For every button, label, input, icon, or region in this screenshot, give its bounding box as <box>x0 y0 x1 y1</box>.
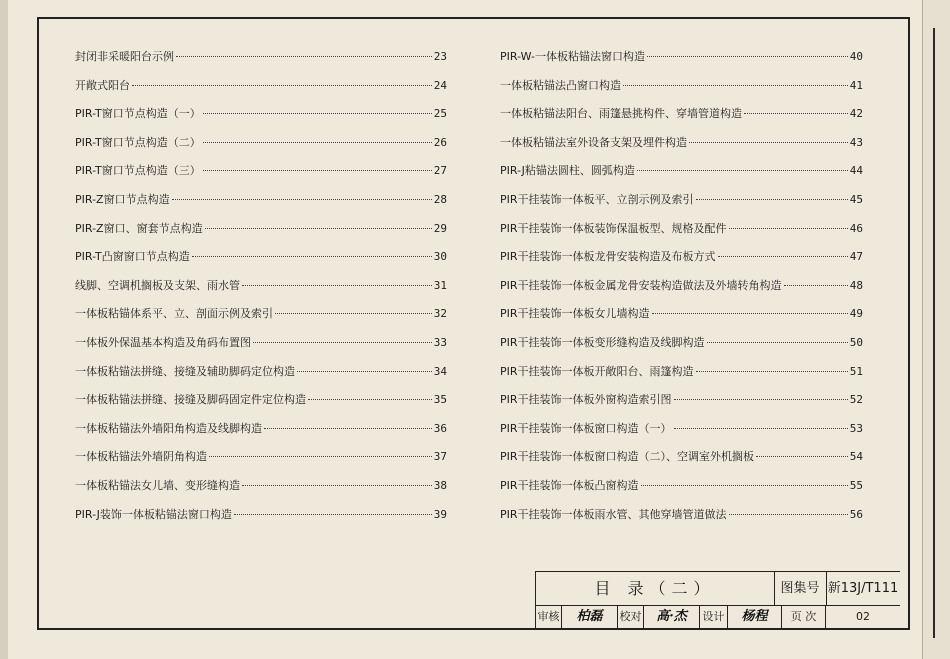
dot-leader <box>756 456 848 457</box>
toc-entry <box>500 506 863 535</box>
dot-leader <box>242 285 432 286</box>
toc-entry-page: 50 <box>849 335 863 349</box>
toc-entry-title: 一体板粘锚法拼缝、接缝及辅助脚码定位构造 <box>75 364 295 378</box>
dot-leader <box>176 56 432 57</box>
toc-entry-title: PIR-W-一体板粘锚法窗口构造 <box>500 50 645 63</box>
toc-entry <box>75 162 447 191</box>
toc-entry-title: PIR-T窗口节点构造（一） <box>75 107 201 121</box>
toc-entry <box>75 305 447 334</box>
dot-leader <box>784 285 848 286</box>
toc-entry-page: 25 <box>433 107 447 121</box>
toc-entry <box>75 391 447 420</box>
toc-entry-title: PIR干挂装饰一体板金属龙骨安装构造做法及外墙转角构造 <box>500 278 782 292</box>
toc-entry-page: 51 <box>849 364 863 378</box>
dot-leader <box>674 399 848 400</box>
toc-entry-page: 42 <box>849 107 863 121</box>
toc-entry <box>75 105 447 134</box>
dot-leader <box>308 399 432 400</box>
toc-entry-page: 35 <box>433 393 447 407</box>
dot-leader <box>253 342 432 343</box>
dot-leader <box>674 428 848 429</box>
toc-entry <box>500 105 863 134</box>
dot-leader <box>707 342 848 343</box>
toc-entry-page: 26 <box>433 135 447 149</box>
toc-entry <box>500 134 863 163</box>
toc-entry-page: 28 <box>433 192 447 206</box>
dot-leader <box>696 199 848 200</box>
toc-entry <box>500 448 863 477</box>
review-label: 审核 <box>536 605 562 628</box>
dot-leader <box>718 256 848 257</box>
toc-entry-title: 一体板粘锚体系平、立、剖面示例及索引 <box>75 307 273 321</box>
dot-leader <box>242 485 432 486</box>
toc-entry-page: 43 <box>849 135 863 149</box>
toc-entry-title: 线脚、空调机搁板及支架、雨水管 <box>75 278 240 292</box>
adjacent-page-edge <box>922 0 950 659</box>
toc-entry <box>75 77 447 106</box>
dot-leader <box>729 228 848 229</box>
toc-entry-page: 52 <box>849 393 863 407</box>
design-signature: 杨程 <box>728 605 782 628</box>
toc-entry <box>75 506 447 535</box>
toc-entry-title: PIR干挂装饰一体板外窗构造索引图 <box>500 393 672 407</box>
toc-entry <box>75 477 447 506</box>
toc-entry <box>75 220 447 249</box>
toc-entry-title: PIR干挂装饰一体板窗口构造（二）、空调室外机搁板 <box>500 450 755 464</box>
toc-entry-title: 一体板粘锚法女儿墙、变形缝构造 <box>75 478 240 492</box>
toc-entry <box>75 248 447 277</box>
dot-leader <box>297 371 432 372</box>
dot-leader <box>192 256 432 257</box>
toc-entry-page: 40 <box>849 50 863 63</box>
toc-entry-title: PIR-J装饰一体板粘锚法窗口构造 <box>75 507 232 521</box>
toc-entry <box>75 363 447 392</box>
toc-entry <box>500 477 863 506</box>
dot-leader <box>623 85 848 86</box>
dot-leader <box>203 170 432 171</box>
toc-entry-title: 一体板粘锚法外墙阴角构造 <box>75 450 207 464</box>
toc-entry-title: PIR-Z窗口、窗套节点构造 <box>75 221 203 235</box>
dot-leader <box>652 313 848 314</box>
dot-leader <box>264 428 432 429</box>
toc-entry <box>75 134 447 163</box>
toc-entry-title: PIR干挂装饰一体板凸窗构造 <box>500 478 639 492</box>
toc-entry <box>500 363 863 392</box>
toc-entry <box>75 48 447 77</box>
toc-entry-page: 38 <box>433 478 447 492</box>
dot-leader <box>744 113 848 114</box>
toc-entry-page: 37 <box>433 450 447 464</box>
dot-leader <box>647 56 848 57</box>
toc-entry-title: PIR干挂装饰一体板雨水管、其他穿墙管道做法 <box>500 507 727 521</box>
toc-entry-page: 30 <box>433 250 447 264</box>
check-label: 校对 <box>618 605 644 628</box>
toc-entry-title: PIR干挂装饰一体板开敞阳台、雨篷构造 <box>500 364 694 378</box>
dot-leader <box>132 85 432 86</box>
toc-entry-title: PIR-T窗口节点构造（二） <box>75 135 201 149</box>
toc-entry-title: PIR干挂装饰一体板窗口构造（一） <box>500 421 672 435</box>
toc-entry-page: 23 <box>433 50 447 63</box>
dot-leader <box>696 371 848 372</box>
toc-entry-page: 29 <box>433 221 447 235</box>
toc-entry-title: PIR干挂装饰一体板平、立剖示例及索引 <box>500 192 694 206</box>
toc-entry-page: 48 <box>849 278 863 292</box>
toc-entry-page: 55 <box>849 478 863 492</box>
page-label: 页 次 <box>782 605 826 628</box>
toc-entry-title: PIR-T凸窗窗口节点构造 <box>75 250 190 264</box>
dot-leader <box>205 228 432 229</box>
toc-entry-page: 41 <box>849 78 863 92</box>
toc-entry-title: 封闭非采暖阳台示例 <box>75 50 174 63</box>
dot-leader <box>234 514 432 515</box>
toc-entry-title: 开敞式阳台 <box>75 78 130 92</box>
toc-entry-title: 一体板粘锚法室外设备支架及埋件构造 <box>500 135 687 149</box>
toc-entry-page: 56 <box>849 507 863 521</box>
toc-entry-page: 27 <box>433 164 447 178</box>
toc-left-column <box>75 48 447 534</box>
set-number: 新13J/T111 <box>827 581 899 596</box>
toc-entry-page: 33 <box>433 335 447 349</box>
toc-entry <box>500 391 863 420</box>
toc-entry-page: 46 <box>849 221 863 235</box>
toc-right-column <box>500 48 863 534</box>
toc-entry-title: PIR干挂装饰一体板女儿墙构造 <box>500 307 650 321</box>
toc-entry-title: PIR-T窗口节点构造（三） <box>75 164 201 178</box>
toc-entry-page: 54 <box>849 450 863 464</box>
toc-entry-title: 一体板粘锚法拼缝、接缝及脚码固定件定位构造 <box>75 393 306 407</box>
toc-entry <box>75 277 447 306</box>
toc-entry-page: 32 <box>433 307 447 321</box>
toc-entry <box>500 220 863 249</box>
toc-entry-page: 34 <box>433 364 447 378</box>
toc-entry <box>500 191 863 220</box>
dot-leader <box>172 199 432 200</box>
toc-entry-title: 一体板粘锚法阳台、雨篷悬挑构件、穿墙管道构造 <box>500 107 742 121</box>
toc-entry-page: 47 <box>849 250 863 264</box>
toc-entry <box>500 77 863 106</box>
toc-entry-page: 44 <box>849 164 863 178</box>
toc-entry <box>75 448 447 477</box>
design-label: 设计 <box>700 605 728 628</box>
toc-entry-page: 39 <box>433 507 447 521</box>
toc-entry-page: 53 <box>849 421 863 435</box>
title-block <box>535 571 900 628</box>
toc-entry <box>500 334 863 363</box>
set-number-label: 图集号 <box>774 572 827 605</box>
toc-entry <box>75 191 447 220</box>
dot-leader <box>275 313 432 314</box>
toc-entry-title: 一体板外保温基本构造及角码布置图 <box>75 335 251 349</box>
review-signature: 柏磊 <box>562 605 618 628</box>
dot-leader <box>729 514 848 515</box>
toc-entry-page: 31 <box>433 278 447 292</box>
dot-leader <box>689 142 848 143</box>
dot-leader <box>641 485 848 486</box>
dot-leader <box>637 170 848 171</box>
dot-leader <box>203 113 432 114</box>
toc-entry-title: PIR-J粘锚法圆柱、圆弧构造 <box>500 164 635 178</box>
toc-entry <box>500 420 863 449</box>
toc-entry-page: 45 <box>849 192 863 206</box>
toc-entry <box>75 420 447 449</box>
dot-leader <box>203 142 432 143</box>
page-number: 02 <box>856 610 870 623</box>
toc-entry <box>75 334 447 363</box>
toc-entry-page: 24 <box>433 78 447 92</box>
toc-entry <box>500 162 863 191</box>
toc-entry-page: 49 <box>849 307 863 321</box>
toc-entry-title: PIR-Z窗口节点构造 <box>75 192 170 206</box>
toc-entry <box>500 48 863 77</box>
toc-entry-title: PIR干挂装饰一体板变形缝构造及线脚构造 <box>500 335 705 349</box>
dot-leader <box>209 456 432 457</box>
check-signature: 高·杰 <box>644 605 700 628</box>
toc-entry <box>500 305 863 334</box>
toc-entry <box>500 277 863 306</box>
toc-entry-title: PIR干挂装饰一体板龙骨安装构造及布板方式 <box>500 250 716 264</box>
toc-entry-title: PIR干挂装饰一体板装饰保温板型、规格及配件 <box>500 221 727 235</box>
toc-entry-title: 一体板粘锚法凸窗口构造 <box>500 78 621 92</box>
toc-entry-title: 一体板粘锚法外墙阳角构造及线脚构造 <box>75 421 262 435</box>
toc-entry-page: 36 <box>433 421 447 435</box>
toc-entry <box>500 248 863 277</box>
sheet-title: 目 录（二） <box>536 572 775 605</box>
